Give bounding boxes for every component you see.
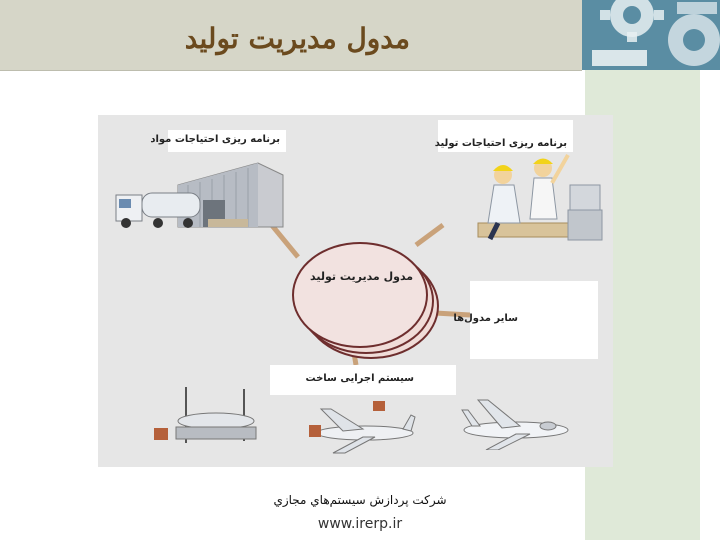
aircraft-assembly-illustration	[303, 395, 418, 455]
center-disc-front	[292, 242, 428, 348]
footer-url[interactable]: www.irerp.ir	[317, 516, 403, 532]
manufacturing-execution-box	[270, 365, 456, 395]
airframe-fixture-illustration	[148, 383, 258, 447]
other-modules-label: سایر مدول‌ها	[453, 313, 518, 324]
connector-production	[416, 225, 443, 245]
material-planning-label: برنامه ریزی احتیاجات مواد	[150, 134, 280, 145]
center-module-label: مدول مديريت توليد	[310, 270, 414, 283]
production-planning-label: برنامه ریزی احتیاجات تولید	[434, 138, 567, 149]
gear-decoration	[582, 0, 720, 70]
footer-company: شركت پردازش سيستم‌هاي مجازي	[273, 493, 447, 507]
diagram-canvas	[98, 115, 613, 467]
manufacturing-execution-label: سیستم اجرایی ساخت	[305, 373, 414, 384]
other-modules-box	[453, 281, 598, 359]
finished-aircraft-illustration	[458, 390, 573, 450]
production-planning-box	[434, 120, 573, 152]
material-planning-box	[150, 130, 286, 152]
warehouse-truck-illustration	[108, 155, 288, 235]
gear-icon	[582, 0, 720, 70]
engineers-illustration	[458, 153, 608, 245]
slide-title: مدول مديريت توليد	[184, 22, 410, 55]
